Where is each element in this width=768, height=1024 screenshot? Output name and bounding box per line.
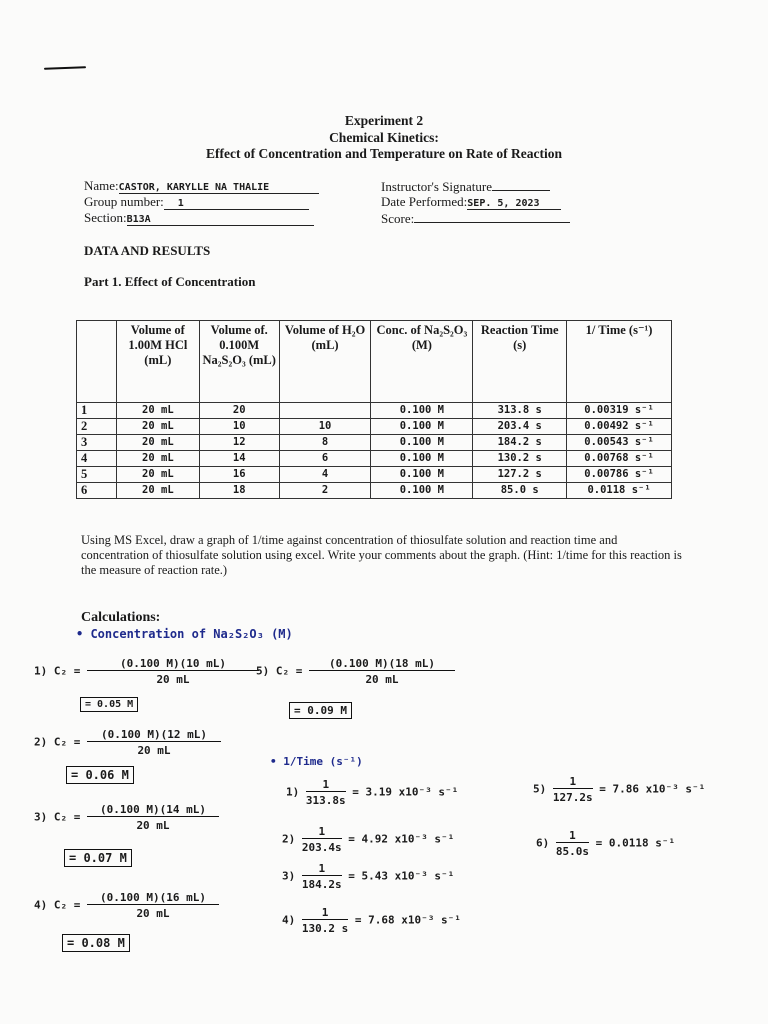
time-calc-2 [282,825,454,854]
table-cell: 127.2 s [473,467,567,483]
table-cell: 184.2 s [473,435,567,451]
col-header: 1/ Time (s⁻¹) [567,321,672,403]
table-cell: 0.100 M [371,435,473,451]
calc-denominator: 313.8s [305,794,346,807]
calc-denominator: 20 mL [156,673,190,686]
calc-denominator: 130.2 s [301,922,349,935]
table-cell: 0.100 M [371,419,473,435]
calculations-heading: Calculations: [81,610,161,625]
calc-numerator: (0.100 M)(10 mL) [87,657,259,671]
calc-fraction [302,906,348,935]
calc-denominator: 20 mL [136,907,170,920]
conc-result-5: = 0.09 M [289,702,352,719]
calc-denominator: 20 mL [136,819,170,832]
calc-fraction [306,778,346,807]
time-calc-1 [286,778,458,807]
calc-fraction [302,862,342,891]
calc-lhs: C₂ = [275,664,303,678]
table-cell: 20 mL [116,419,199,435]
table-row [77,419,672,435]
score-row [381,210,570,227]
calc-numerator: (0.100 M)(14 mL) [87,803,219,817]
calc-numerator: 1 [302,825,342,839]
calc-numerator: 1 [556,829,589,843]
calc-numerator: (0.100 M)(12 mL) [87,728,221,742]
table-cell: 4 [279,467,371,483]
col-header: Reaction Time (s) [473,321,567,403]
calc-number: 2) [282,832,296,846]
data-results-heading: DATA AND RESULTS [84,243,211,258]
table-cell: 6 [77,483,117,499]
table-cell: 20 mL [116,467,199,483]
pen-mark [44,66,86,69]
calc-numerator: 1 [553,775,593,789]
conc-result-3: = 0.07 M [64,849,132,867]
calc-fraction [302,825,342,854]
concentration-heading: • Concentration of Na₂S₂O₃ (M) [76,627,293,641]
experiment-topic: Chemical Kinetics: [329,130,439,145]
table-row [77,403,672,419]
conc-calc-5 [256,657,455,686]
conc-result-2: = 0.06 M [66,766,134,784]
calc-denominator: 127.2s [552,791,593,804]
results-table [76,320,672,499]
table-cell: 8 [279,435,371,451]
date-label: Date Performed: [381,194,468,209]
date-row [381,194,561,210]
table-cell: 0.00543 s⁻¹ [567,435,672,451]
calc-fraction [87,657,259,686]
calc-number: 3) [34,810,48,824]
group-value: 1 [164,198,309,210]
calc-denominator: 85.0s [555,845,589,858]
table-cell: 0.00492 s⁻¹ [567,419,672,435]
table-header-row [77,321,672,403]
calc-lhs: C₂ = [53,810,81,824]
calc-lhs: C₂ = [53,898,81,912]
calc-result: = 0.0118 s⁻¹ [595,836,676,850]
table-row [77,483,672,499]
calc-result: = 3.19 x10⁻³ s⁻¹ [352,785,459,799]
calc-fraction [309,657,455,686]
table-cell: 0.100 M [371,467,473,483]
name-value: CASTOR, KARYLLE NA THALIE [119,182,319,194]
col-header [77,321,117,403]
calc-numerator: 1 [302,862,342,876]
calc-fraction [87,728,221,757]
calc-number: 2) [34,735,48,749]
table-cell: 6 [279,451,371,467]
table-cell: 12 [199,435,279,451]
date-value: SEP. 5, 2023 [467,198,561,210]
calc-number: 1) [286,785,300,799]
table-cell: 5 [77,467,117,483]
calc-numerator: 1 [306,778,346,792]
table-row [77,435,672,451]
col-header: Volume of H₂O (mL) [279,321,371,403]
table-row [77,451,672,467]
section-value: B13A [127,214,314,226]
calc-number: 3) [282,869,296,883]
experiment-number: Experiment 2 [344,113,424,128]
calc-result: = 4.92 x10⁻³ s⁻¹ [348,832,455,846]
table-cell: 4 [77,451,117,467]
table-row [77,467,672,483]
section-row [84,210,314,226]
calc-result: = 5.43 x10⁻³ s⁻¹ [348,869,455,883]
table-cell: 14 [199,451,279,467]
conc-result-1: = 0.05 M [80,697,138,712]
instructor-signature-line [492,178,550,191]
calc-numerator: 1 [302,906,348,920]
col-header: Volume of 1.00M HCl (mL) [116,321,199,403]
table-cell: 20 mL [116,435,199,451]
calc-number: 6) [536,836,550,850]
section-label: Section: [84,210,127,225]
conc-calc-2 [34,728,221,757]
time-heading: • 1/Time (s⁻¹) [270,755,363,768]
calc-fraction [553,775,593,804]
name-row [84,178,319,194]
calc-number: 1) [34,664,48,678]
calc-numerator: (0.100 M)(18 mL) [309,657,455,671]
time-calc-4 [282,906,461,935]
table-cell: 20 mL [116,403,199,419]
calc-denominator: 184.2s [301,878,342,891]
conc-calc-1 [34,657,259,686]
calc-number: 5) [533,782,547,796]
calc-number: 4) [34,898,48,912]
time-calc-6 [536,829,675,858]
experiment-subtitle: Effect of Concentration and Temperature on Rate of Reaction [206,146,562,161]
calc-number: 5) [256,664,270,678]
table-cell: 2 [77,419,117,435]
table-cell: 10 [279,419,371,435]
table-cell: 0.100 M [371,483,473,499]
table-cell: 3 [77,435,117,451]
col-header: Conc. of Na₂S₂O₃ (M) [371,321,473,403]
instructions-paragraph: Using MS Excel, draw a graph of 1/time against concentration of thiosulfate solution and reaction time and concentration of thiosulfate solution using excel. Write your comments about the graph. (Hint: 1/time for this reaction is the measure of reaction rate.) [81,533,682,577]
calc-denominator: 20 mL [137,744,171,757]
name-label: Name: [84,178,119,193]
conc-calc-3 [34,803,219,832]
calc-denominator: 20 mL [365,673,399,686]
table-cell: 2 [279,483,371,499]
col-header: Volume of. 0.100M Na₂S₂O₃ (mL) [199,321,279,403]
table-cell: 18 [199,483,279,499]
score-line [414,210,570,223]
calc-fraction [87,891,219,920]
table-cell: 0.00319 s⁻¹ [567,403,672,419]
calc-number: 4) [282,913,296,927]
table-cell: 130.2 s [473,451,567,467]
table-cell: 0.00768 s⁻¹ [567,451,672,467]
score-label: Score: [381,211,415,226]
table-cell: 0.100 M [371,403,473,419]
calc-lhs: C₂ = [53,735,81,749]
time-calc-5 [533,775,705,804]
conc-calc-4 [34,891,219,920]
table-cell: 0.100 M [371,451,473,467]
table-cell: 20 mL [116,451,199,467]
part1-heading: Part 1. Effect of Concentration [84,274,256,289]
calc-result: = 7.86 x10⁻³ s⁻¹ [599,782,706,796]
table-cell: 10 [199,419,279,435]
calc-numerator: (0.100 M)(16 mL) [87,891,219,905]
table-cell: 203.4 s [473,419,567,435]
conc-result-4: = 0.08 M [62,934,130,952]
calc-denominator: 203.4s [301,841,342,854]
table-cell: 16 [199,467,279,483]
group-row [84,194,309,210]
table-cell: 85.0 s [473,483,567,499]
calc-lhs: C₂ = [53,664,81,678]
table-cell: 20 [199,403,279,419]
calc-result: = 7.68 x10⁻³ s⁻¹ [354,913,461,927]
group-label: Group number: [84,194,164,209]
table-cell: 0.00786 s⁻¹ [567,467,672,483]
table-cell: 0.0118 s⁻¹ [567,483,672,499]
calc-fraction [87,803,219,832]
instructor-label: Instructor's Signature [381,179,493,194]
instructor-row [381,178,550,195]
table-cell [279,403,371,419]
time-calc-3 [282,862,454,891]
table-cell: 313.8 s [473,403,567,419]
calc-fraction [556,829,589,858]
table-cell: 1 [77,403,117,419]
table-cell: 20 mL [116,483,199,499]
